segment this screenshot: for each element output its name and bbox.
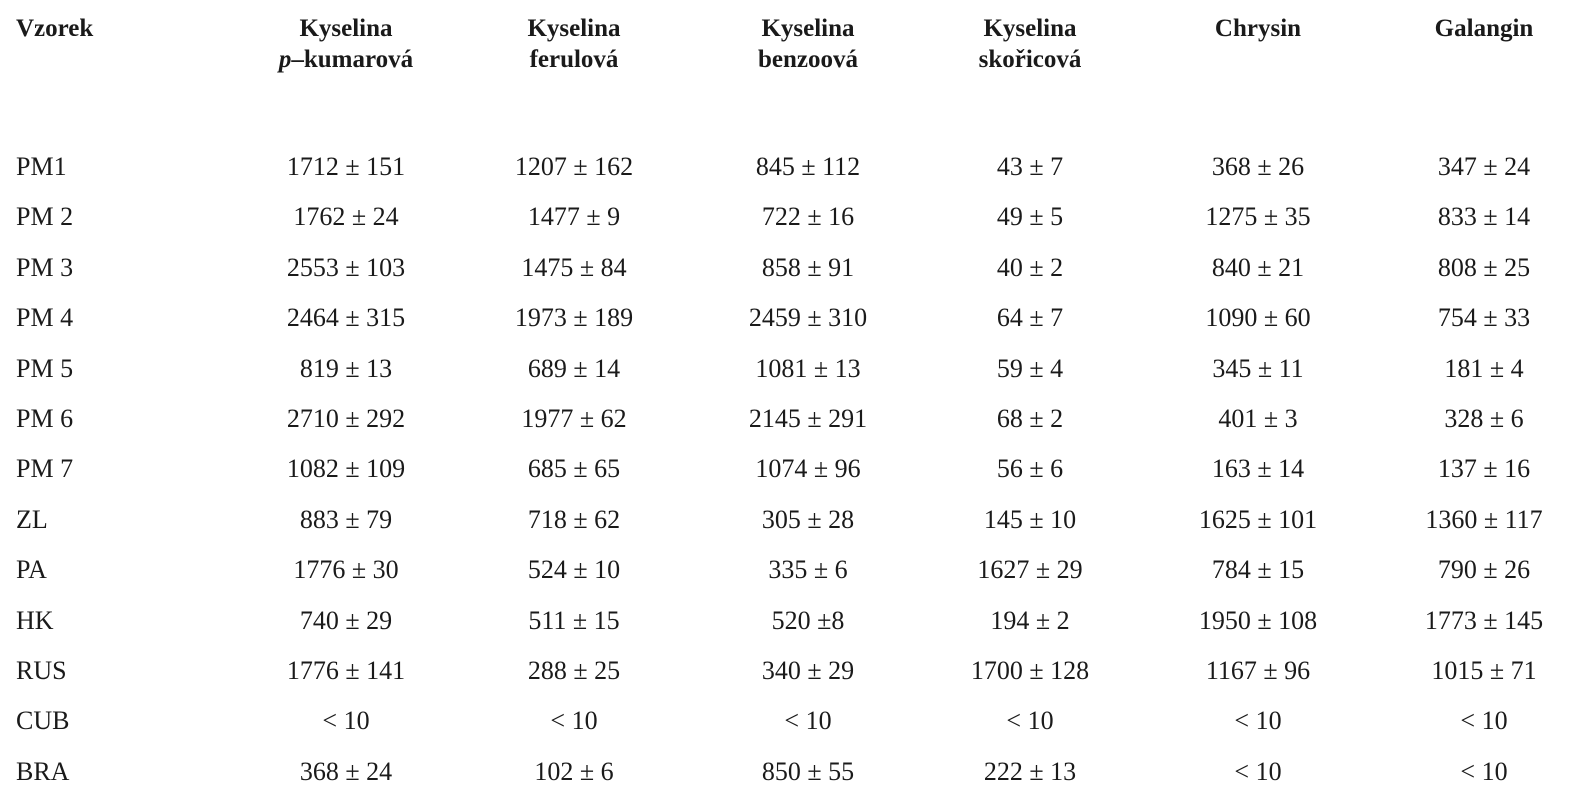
table-cell: 1627 ± 29 — [977, 555, 1083, 585]
table-cell: < 10 — [550, 706, 598, 736]
table-cell: 1773 ± 145 — [1424, 605, 1544, 635]
header-line2-text: ferulová — [529, 46, 619, 73]
table-cell: 1275 ± 35 — [1205, 202, 1311, 232]
table-cell: 1700 ± 128 — [970, 656, 1090, 685]
table-cell: 524 ± 10 — [527, 555, 621, 585]
table-cell: 368 ± 24 — [299, 756, 393, 786]
table-cell: 56 ± 6 — [996, 454, 1064, 484]
table-cell: 1207 ± 162 — [514, 152, 634, 181]
header-column-4 — [920, 13, 1140, 75]
table-cell: < 10 — [1234, 706, 1282, 736]
header-line1: Galangin — [1434, 15, 1534, 42]
table-cell: 64 ± 7 — [996, 303, 1064, 333]
table-cell: 1712 ± 151 — [286, 152, 406, 181]
table-cell: 347 ± 24 — [1437, 152, 1531, 181]
table-cell: < 10 — [322, 706, 370, 736]
table-cell: 819 ± 13 — [299, 353, 393, 383]
table-cell: 1015 ± 71 — [1431, 656, 1537, 685]
row-sample-label: PM 5 — [16, 353, 74, 383]
table-cell: 1477 ± 9 — [527, 202, 621, 232]
table-cell: 59 ± 4 — [996, 353, 1064, 383]
table-cell: 1776 ± 30 — [293, 555, 399, 585]
row-sample-label: HK — [16, 605, 54, 635]
row-sample-label: PM 7 — [16, 454, 74, 484]
table-cell: 1082 ± 109 — [286, 454, 406, 484]
table-cell: 520 ±8 — [771, 605, 845, 635]
header-line2 — [920, 44, 1140, 75]
table-cell: 850 ± 55 — [761, 756, 855, 786]
table-cell: 194 ± 2 — [990, 605, 1070, 635]
row-sample-label: PM1 — [16, 152, 67, 181]
row-sample-label: BRA — [16, 756, 70, 786]
table-cell: 345 ± 11 — [1212, 353, 1304, 383]
table-cell: 1074 ± 96 — [755, 454, 861, 484]
table-cell: 335 ± 6 — [768, 555, 848, 585]
table-cell: 1762 ± 24 — [293, 202, 399, 232]
header-line2 — [698, 44, 918, 75]
table-cell: 1776 ± 141 — [286, 656, 406, 685]
row-sample-label: PM 3 — [16, 252, 74, 282]
table-cell: 401 ± 3 — [1218, 404, 1298, 433]
table-cell: < 10 — [1460, 756, 1508, 786]
table-cell: 1167 ± 96 — [1205, 656, 1311, 685]
table-cell: 1360 ± 117 — [1425, 504, 1543, 534]
table-cell: 1090 ± 60 — [1205, 303, 1311, 333]
header-column-2 — [464, 13, 684, 75]
table-cell: 2464 ± 315 — [286, 303, 406, 333]
table-cell: 1475 ± 84 — [521, 252, 627, 282]
table-cell: 43 ± 7 — [996, 152, 1064, 181]
table-cell: 840 ± 21 — [1211, 252, 1305, 282]
header-sample: Vzorek — [16, 15, 94, 42]
header-line2-prefix: p — [278, 46, 292, 73]
table-cell: 102 ± 6 — [534, 756, 614, 786]
table-cell: 883 ± 79 — [299, 504, 393, 534]
row-sample-label: RUS — [16, 656, 67, 685]
table-cell: 722 ± 16 — [761, 202, 855, 232]
table-cell: 2459 ± 310 — [748, 303, 868, 333]
table-cell: 305 ± 28 — [761, 504, 855, 534]
row-sample-label: CUB — [16, 706, 70, 736]
table-cell: 2553 ± 103 — [286, 252, 406, 282]
table-cell: 328 ± 6 — [1444, 404, 1524, 433]
table-cell: 833 ± 14 — [1437, 202, 1531, 232]
header-column-6 — [1374, 13, 1581, 44]
row-sample-label: PM 2 — [16, 202, 74, 232]
table-cell: 368 ± 26 — [1211, 152, 1305, 181]
table-cell: 808 ± 25 — [1437, 252, 1531, 282]
header-line2-text: –kumarová — [291, 46, 414, 73]
table-cell: 790 ± 26 — [1437, 555, 1531, 585]
table-cell: 163 ± 14 — [1211, 454, 1305, 484]
table-cell: 340 ± 29 — [761, 656, 855, 685]
table-cell: 49 ± 5 — [996, 202, 1064, 232]
table-cell: 740 ± 29 — [299, 605, 393, 635]
header-line2-text: skořicová — [978, 46, 1082, 73]
row-sample-label: ZL — [16, 504, 48, 534]
row-sample-label: PM 6 — [16, 404, 74, 433]
table-cell: < 10 — [1006, 706, 1054, 736]
table-cell: 40 ± 2 — [996, 252, 1064, 282]
table-cell: 511 ± 15 — [528, 605, 620, 635]
table-cell: 2145 ± 291 — [748, 404, 868, 433]
header-line1: Chrysin — [1214, 15, 1302, 42]
table-cell: 1973 ± 189 — [514, 303, 634, 333]
table-cell: < 10 — [1234, 756, 1282, 786]
table-cell: 754 ± 33 — [1437, 303, 1531, 333]
header-line1: Kyselina — [527, 15, 621, 42]
row-sample-label: PM 4 — [16, 303, 74, 333]
table-cell: 145 ± 10 — [983, 504, 1077, 534]
row-sample-label: PA — [16, 555, 47, 585]
table-cell: 718 ± 62 — [527, 504, 621, 534]
header-line1: Kyselina — [983, 15, 1077, 42]
table-cell: 1950 ± 108 — [1198, 605, 1318, 635]
table-cell: 1081 ± 13 — [755, 353, 861, 383]
header-line2-text: benzoová — [758, 46, 858, 73]
table-cell: 689 ± 14 — [527, 353, 621, 383]
header-column-3 — [698, 13, 918, 75]
header-column-5 — [1148, 13, 1368, 44]
table-cell: 2710 ± 292 — [286, 404, 406, 433]
header-column-1 — [236, 13, 456, 75]
table-cell: 845 ± 112 — [755, 152, 861, 181]
header-line2 — [236, 44, 456, 75]
table-cell: 222 ± 13 — [983, 756, 1077, 786]
table-cell: 181 ± 4 — [1444, 353, 1524, 383]
table-cell: 1977 ± 62 — [521, 404, 627, 433]
header-line1: Kyselina — [299, 15, 393, 42]
table-cell: 685 ± 65 — [527, 454, 621, 484]
table-cell: 68 ± 2 — [996, 404, 1064, 433]
table-cell: 1625 ± 101 — [1198, 504, 1318, 534]
table-cell: 784 ± 15 — [1211, 555, 1305, 585]
table-cell: 858 ± 91 — [761, 252, 855, 282]
table-cell: < 10 — [784, 706, 832, 736]
table-cell: 288 ± 25 — [527, 656, 621, 685]
header-line2 — [464, 44, 684, 75]
header-line1: Kyselina — [761, 15, 855, 42]
table-cell: 137 ± 16 — [1437, 454, 1531, 484]
table-cell: < 10 — [1460, 706, 1508, 736]
